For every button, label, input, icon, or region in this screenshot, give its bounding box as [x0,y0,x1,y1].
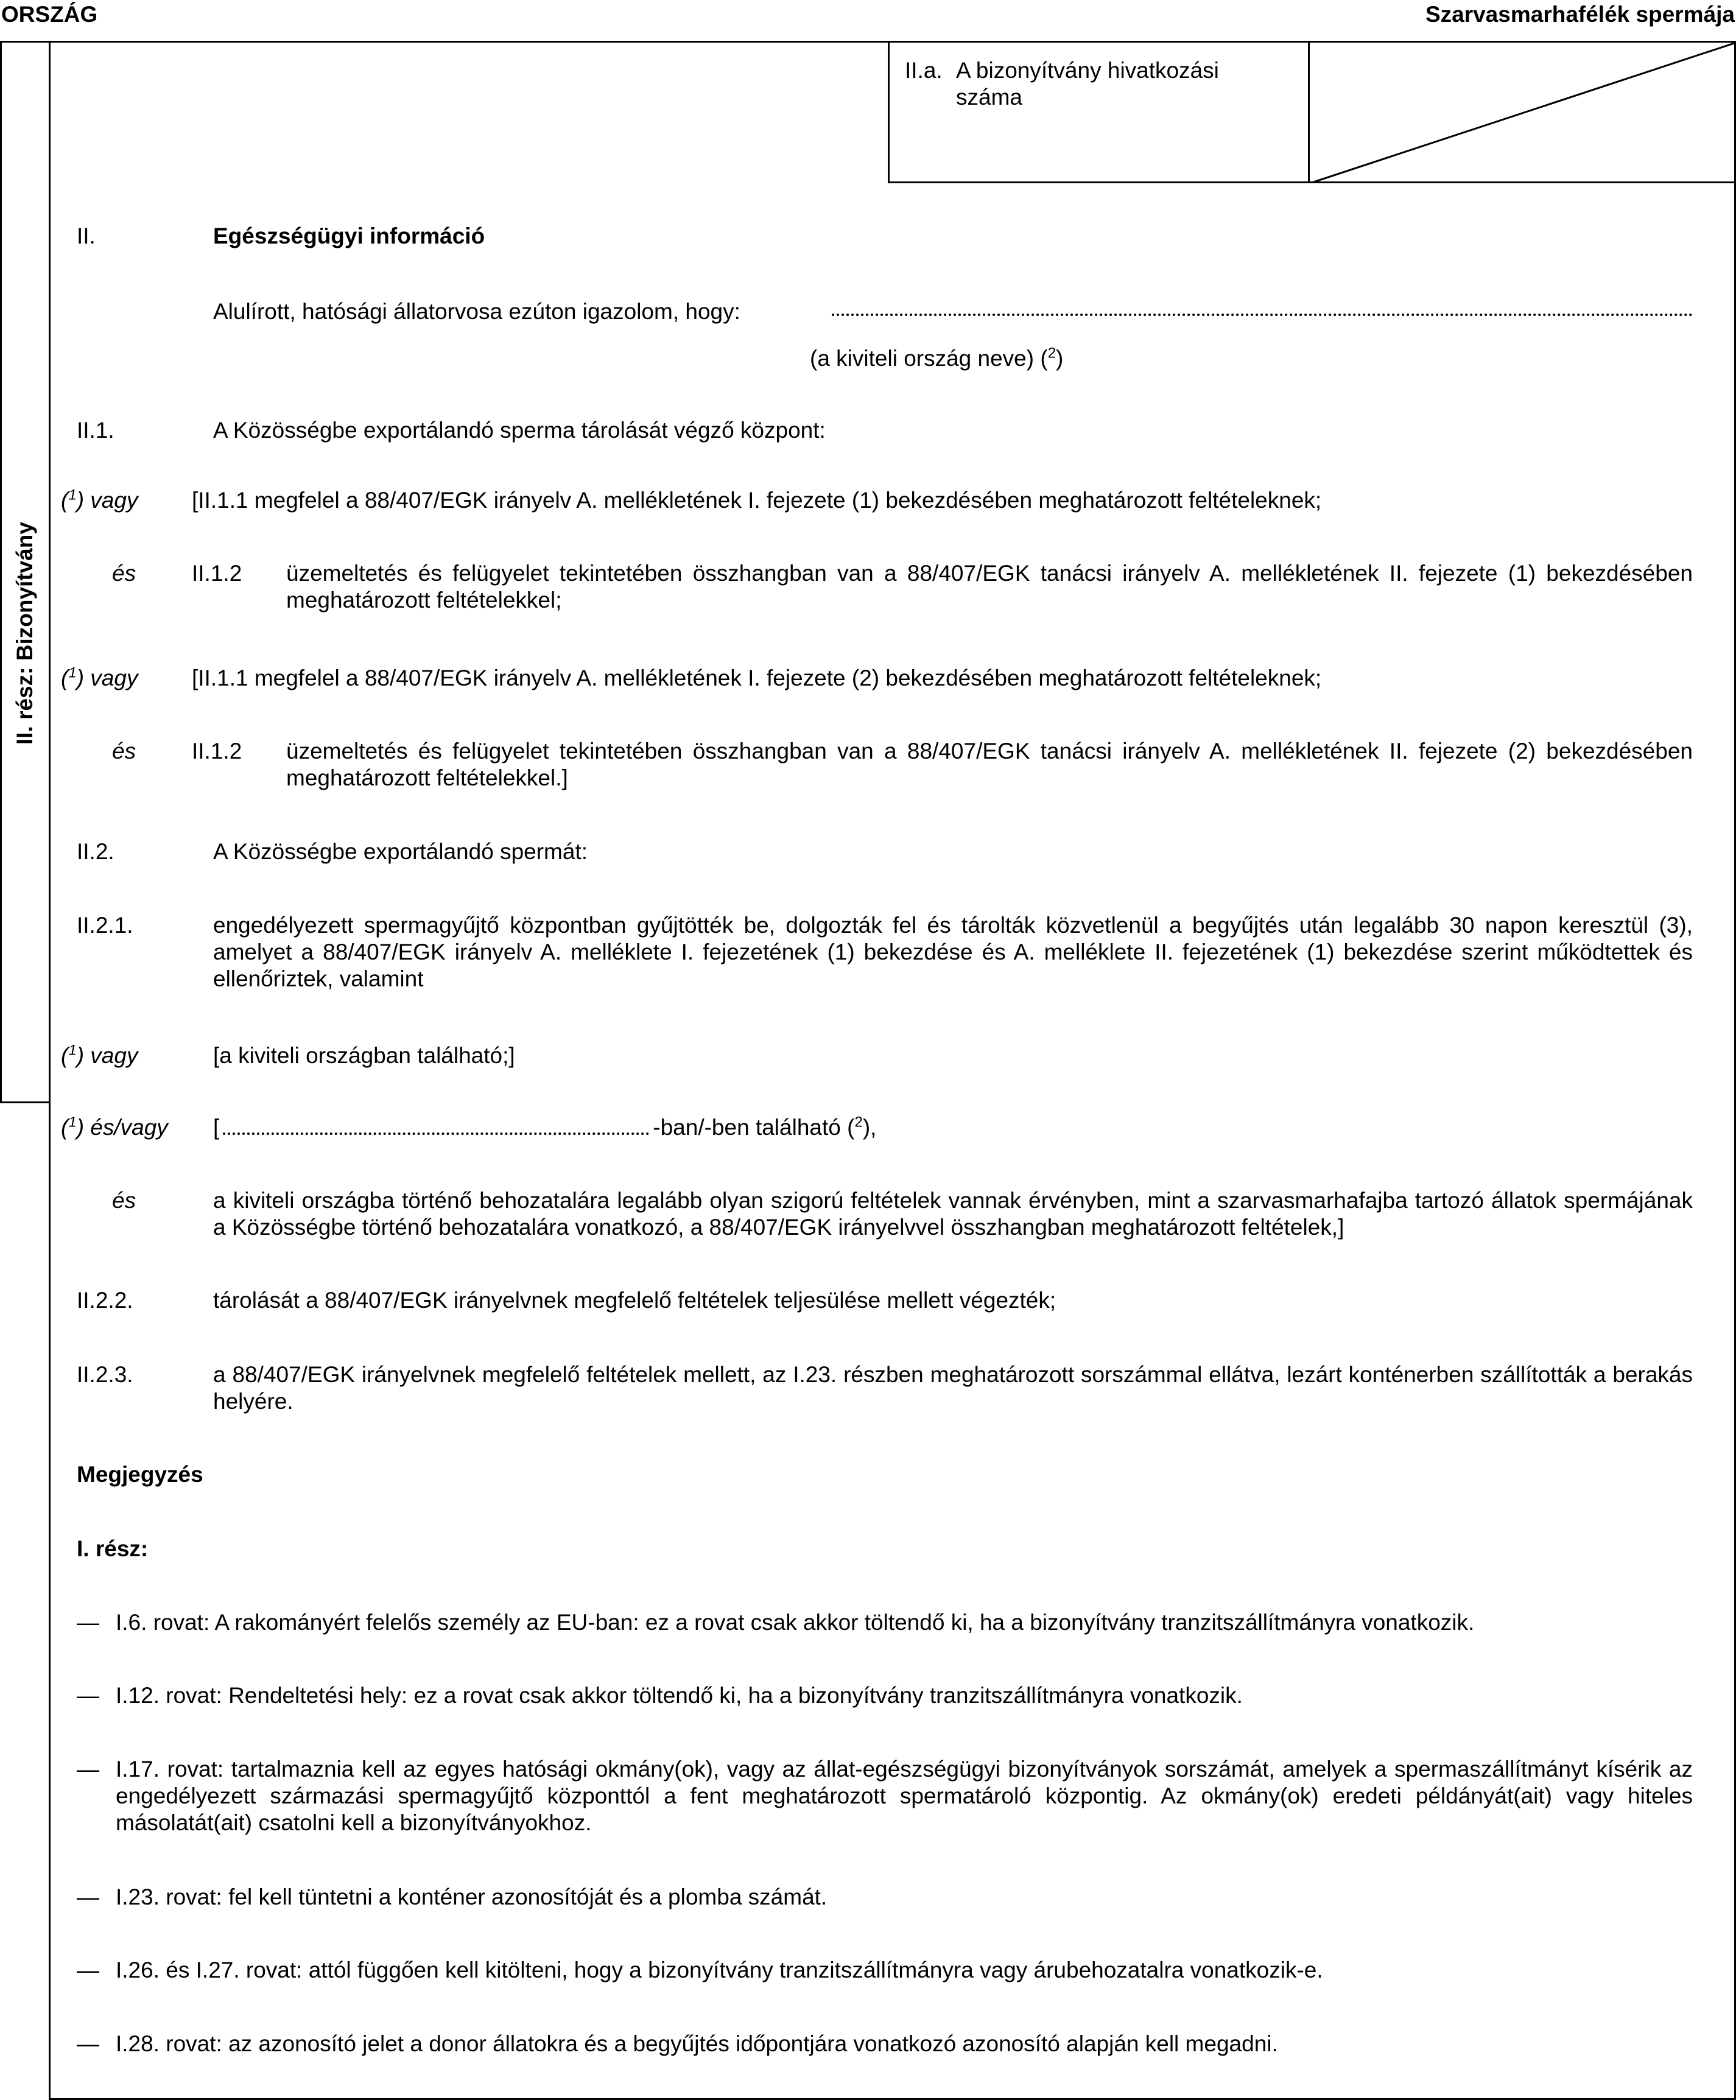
option-b2-number: II.1.2 [192,739,242,764]
option-marker: ($^1$) vagy [61,1042,138,1068]
item-ii22-text: tárolását a 88/407/EGK irányelvnek megfelelő feltételek teljesülése mellett végezték; [213,1288,1056,1313]
option-c: [a kiviteli országban található;] [213,1043,515,1068]
and-marker: és [112,1188,136,1213]
option-b2-text: üzemeltetés és felügyelet tekintetében összhangban van a 88/407/EGK tanácsi irányelv A. mellékletének II. fejezete (2) bekezdésében meghatározott feltételekkel.] [286,739,1693,790]
item-ii21-text: engedélyezett spermagyűjtő központban gyűjtötték be, dolgozták fel és tárolták közvetlenül a begyűjtés után legalább 30 napon keresztül (3), amelyet a 88/407/EGK irányelv A. melléklete I. fejezetének (1) bekezdése és A. melléklete II. fejezetének (1) bekezdése szerint működtettek és ellenőriztek, valamint [213,913,1693,991]
item-ii2-number: II.2. [77,839,114,864]
location-field[interactable] [223,1133,649,1135]
option-d: [ -ban/-ben található ($^2$), [213,1114,877,1140]
country-name-field[interactable] [832,314,1693,316]
option-marker: ($^1$) vagy [61,486,138,513]
item-ii23-text: a 88/407/EGK irányelvnek megfelelő feltételek mellett, az I.23. részben meghatározott sorszámmal ellátva, lezárt konténerben szállították a berakás helyére. [213,1362,1693,1414]
section-number: II. [77,223,96,248]
option-a1: [II.1.1 megfelel a 88/407/EGK irányelv A. mellékletének I. fejezete (1) bekezdésében meghatározott feltételeknek; [192,488,1322,513]
option-a2-number: II.1.2 [192,561,242,586]
and-marker: és [112,739,136,764]
section-title: Egészségügyi információ [213,223,485,248]
reference-label: II.a. [905,58,943,83]
item-ii21-number: II.2.1. [77,913,133,938]
notes-title: Megjegyzés [77,1462,203,1487]
and-marker: és [112,561,136,586]
option-marker: ($^1$) vagy [61,664,138,690]
empty-field-diagonal [1310,43,1736,183]
intro-text: Alulírott, hatósági állatorvosa ezúton igazolom, hogy: [213,299,740,324]
option-b1: [II.1.1 megfelel a 88/407/EGK irányelv A. mellékletének I. fejezete (2) bekezdésében meghatározott feltételeknek; [192,665,1322,690]
country-header: ORSZÁG [1,2,98,27]
item-ii23-number: II.2.3. [77,1362,133,1387]
option-e: a kiviteli országba történő behozatalára legalább olyan szigorú feltételek vannak érvényben, mint a szarvasmarhafajba tartozó állatok spermájának a Közösségbe történő behozatalára vonatkozó, a 88/407/EGK irányelvvel összhangban meghatározott feltételek,] [213,1188,1693,1240]
notes-part: I. rész: [77,1536,149,1561]
intro-hint: (a kiviteli ország neve) ($^2$) [810,345,1064,371]
side-label: II. rész: Bizonyítvány [12,522,37,745]
item-ii2-text: A Közösségbe exportálandó spermát: [213,839,588,864]
option-a2-text: üzemeltetés és felügyelet tekintetében összhangban van a 88/407/EGK tanácsi irányelv A. mellékletének II. fejezete (1) bekezdésében meghatározott feltételekkel; [286,561,1693,613]
item-ii1-number: II.1. [77,418,114,443]
item-ii1-text: A Közösségbe exportálandó sperma tárolását végző központ: [213,418,826,443]
option-marker-and-or: ($^1$) és/vagy [61,1114,168,1140]
product-header: Szarvasmarhafélék spermája [1425,2,1735,27]
item-ii22-number: II.2.2. [77,1288,133,1313]
reference-text: A bizonyítvány hivatkozási száma [956,58,1219,110]
